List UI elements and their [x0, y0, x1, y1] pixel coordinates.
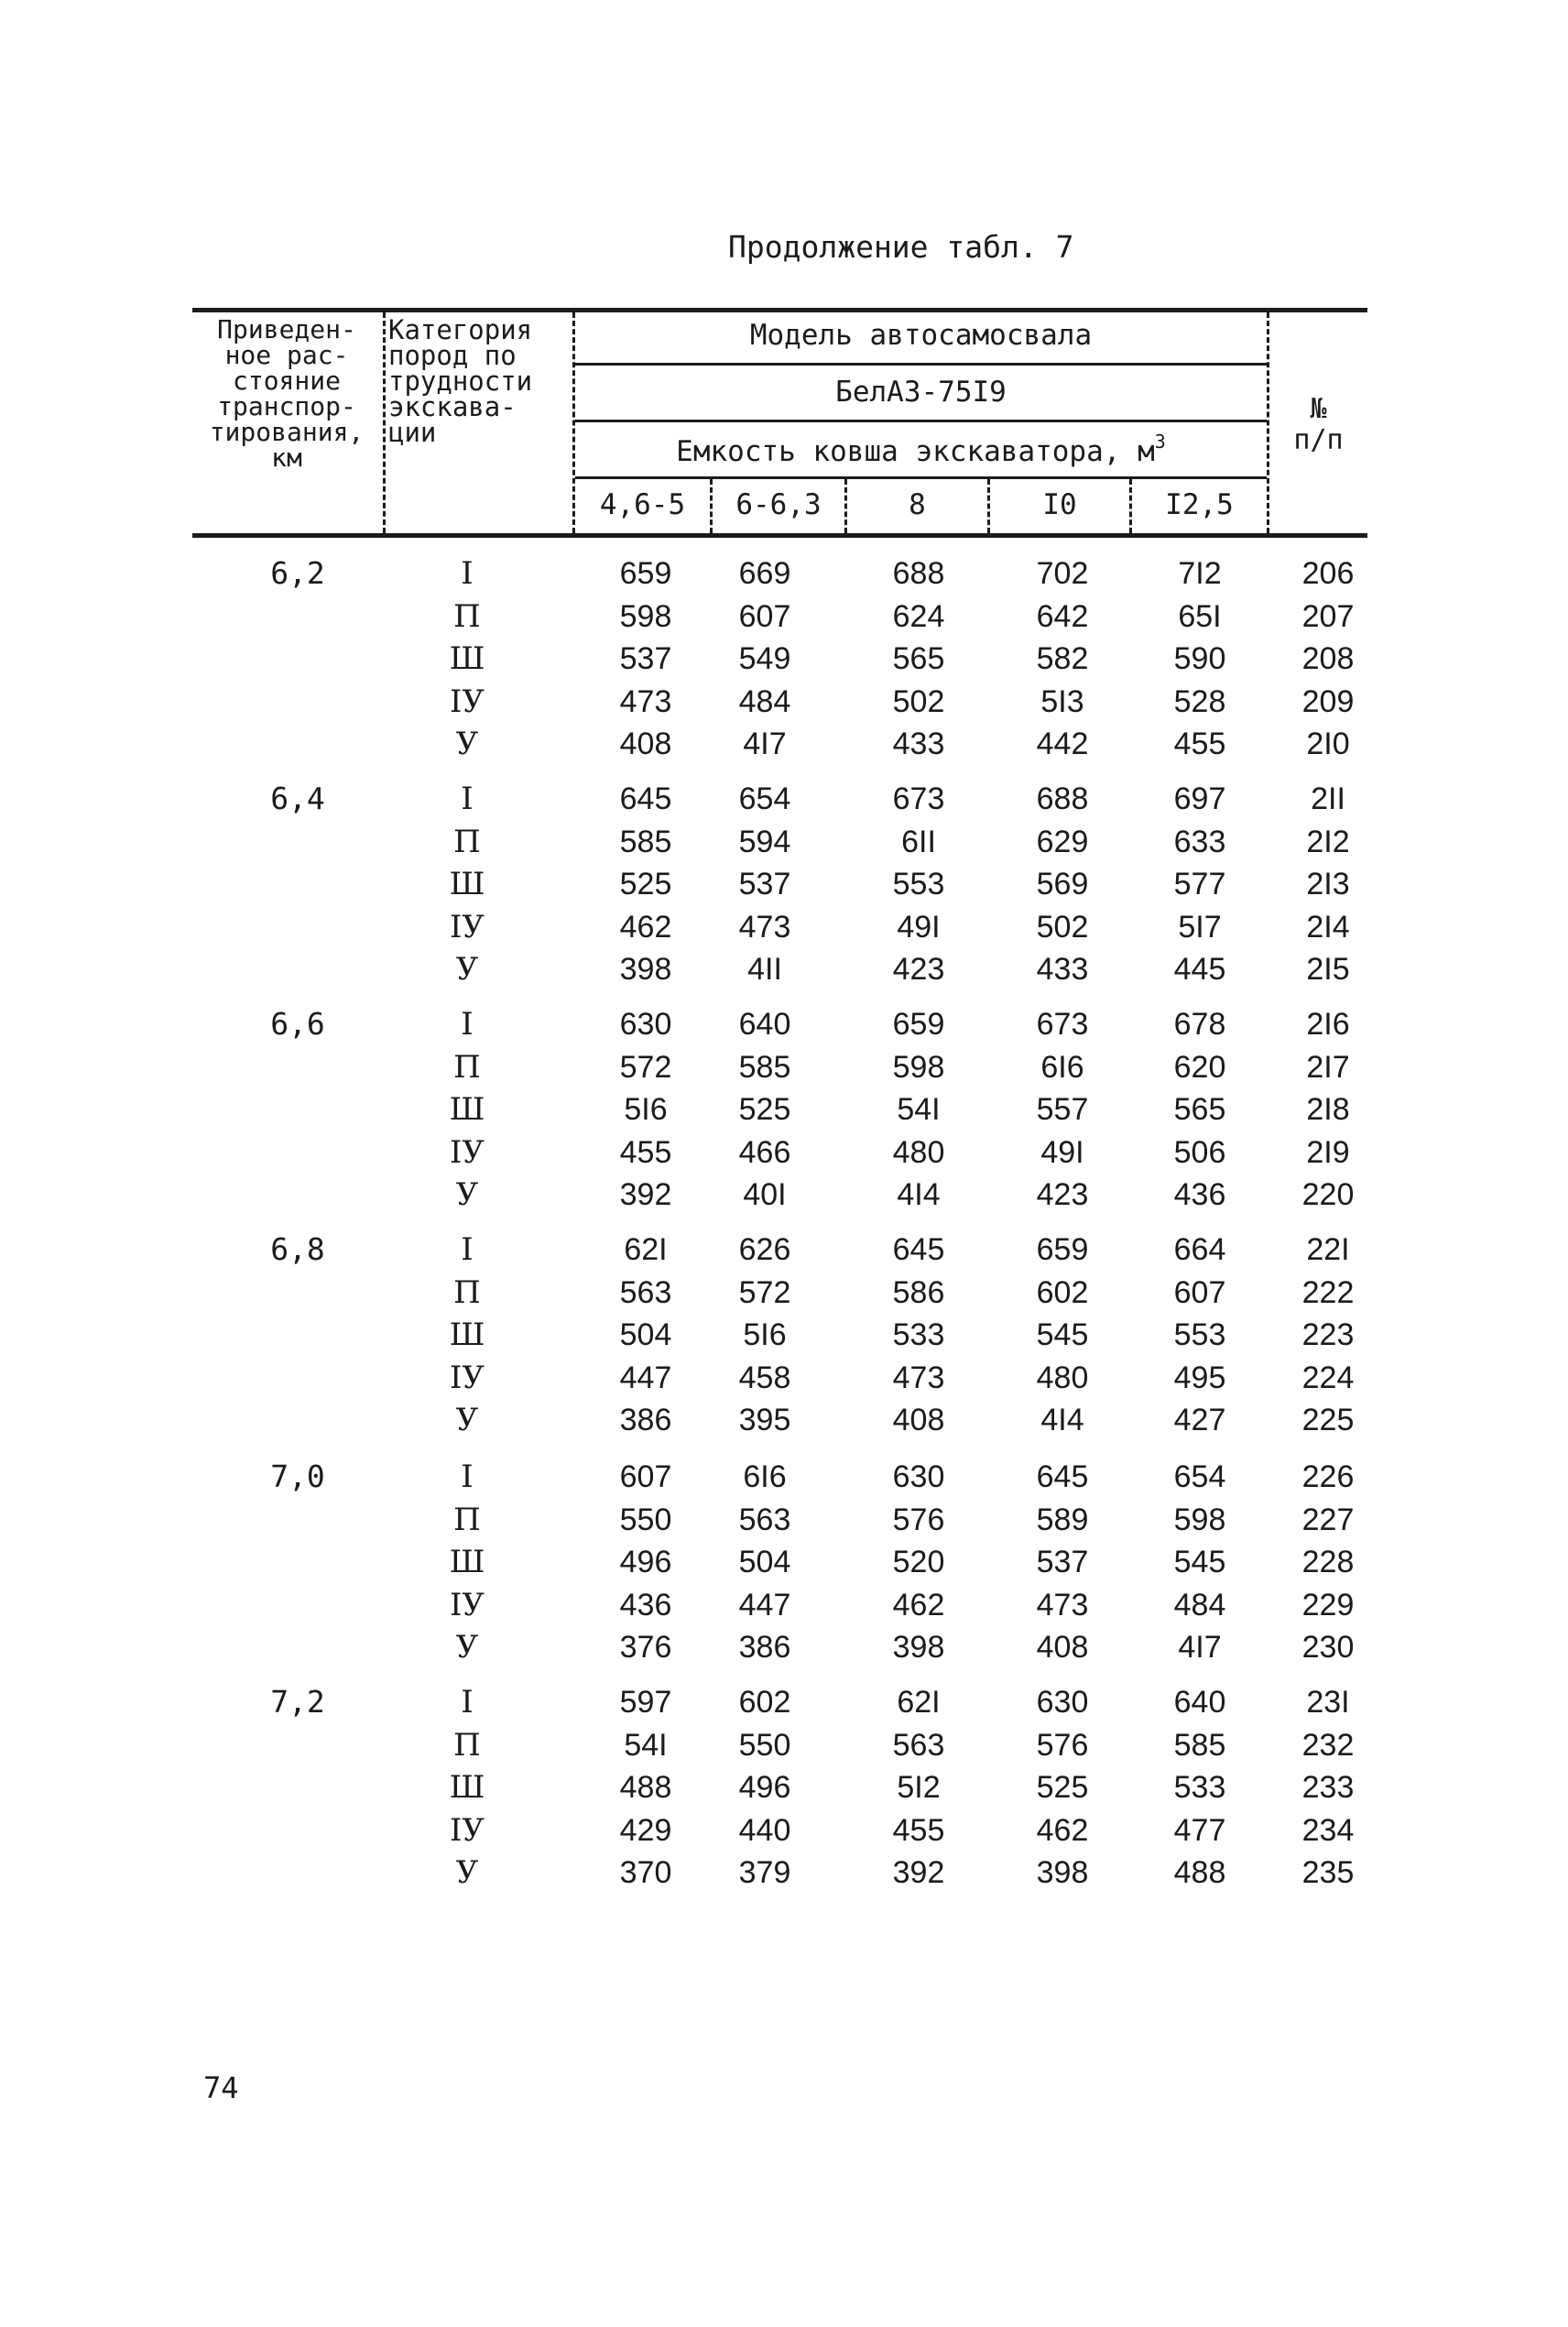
value-cell: 462: [619, 909, 672, 945]
value-cell: 395: [738, 1403, 791, 1437]
category-cell: I: [461, 1231, 474, 1268]
value-cell: 537: [1036, 1545, 1089, 1579]
category-cell: П: [453, 823, 481, 860]
value-cell: 577: [1173, 867, 1226, 901]
value-cell: 545: [1173, 1545, 1226, 1579]
header-bucket-capacity: [575, 431, 1267, 468]
value-cell: 697: [1173, 781, 1226, 816]
page-number: 74: [203, 2070, 239, 2105]
value-cell: 626: [738, 1232, 791, 1267]
row-number-cell: 224: [1301, 1360, 1355, 1395]
row-number-cell: 2II: [1311, 781, 1345, 816]
value-cell: 659: [892, 1007, 945, 1042]
value-cell: 585: [619, 824, 672, 859]
category-cell: У: [455, 1402, 479, 1438]
value-cell: 598: [619, 598, 672, 634]
value-cell: 40I: [743, 1177, 787, 1212]
value-cell: 533: [1173, 1770, 1226, 1805]
value-cell: 477: [1173, 1812, 1226, 1848]
table-row: [0, 949, 1568, 991]
value-cell: 488: [619, 1770, 672, 1805]
table-row: [0, 553, 1568, 595]
table-row: [0, 779, 1568, 821]
value-cell: 398: [892, 1630, 945, 1665]
row-number-cell: 2I3: [1306, 867, 1350, 901]
value-cell: 565: [1173, 1092, 1226, 1127]
row-group: [0, 1229, 1568, 1445]
value-cell: 598: [1173, 1502, 1226, 1537]
value-cell: 5I6: [743, 1317, 787, 1352]
category-cell: I: [461, 555, 474, 592]
row-number-cell: 230: [1301, 1630, 1355, 1665]
value-cell: 49I: [1040, 1134, 1084, 1170]
header-bucket-size-5: I2,5: [1165, 488, 1234, 521]
value-cell: 455: [619, 1134, 672, 1170]
table-row: [0, 1089, 1568, 1131]
value-cell: 572: [619, 1049, 672, 1085]
table-row: [0, 1132, 1568, 1174]
row-number-cell: 225: [1301, 1403, 1355, 1437]
value-cell: 386: [619, 1403, 672, 1437]
value-cell: 620: [1173, 1049, 1226, 1085]
value-cell: 458: [738, 1360, 791, 1395]
table-row: [0, 1004, 1568, 1046]
value-cell: 49I: [897, 909, 941, 945]
table-caption: Продолжение табл. 7: [728, 229, 1074, 265]
category-cell: У: [455, 951, 479, 988]
value-cell: 386: [738, 1630, 791, 1665]
table-row: [0, 639, 1568, 681]
table-row: [0, 1585, 1568, 1627]
row-number-cell: 228: [1301, 1545, 1355, 1579]
value-cell: 602: [738, 1685, 791, 1720]
row-number-cell: 227: [1301, 1502, 1355, 1537]
value-cell: 62I: [624, 1232, 668, 1267]
value-cell: 502: [892, 683, 945, 719]
value-cell: 5I2: [897, 1770, 941, 1805]
category-cell: П: [453, 597, 481, 635]
value-cell: 4I7: [743, 727, 787, 761]
value-cell: 659: [619, 556, 672, 591]
value-cell: 673: [1036, 1007, 1089, 1042]
distance-cell: 6,2: [270, 555, 325, 591]
value-cell: 525: [738, 1092, 791, 1127]
value-cell: 550: [738, 1727, 791, 1763]
category-cell: I: [461, 1458, 474, 1495]
value-cell: 442: [1036, 727, 1089, 761]
header-row-number: № п/п: [1293, 393, 1344, 456]
value-cell: 688: [1036, 781, 1089, 816]
value-cell: 447: [738, 1587, 791, 1622]
row-number-cell: 235: [1301, 1855, 1355, 1890]
row-number-cell: 23I: [1306, 1685, 1350, 1720]
value-cell: 702: [1036, 556, 1089, 591]
value-cell: 525: [619, 867, 672, 901]
value-cell: 455: [892, 1812, 945, 1848]
table-row: [0, 907, 1568, 949]
value-cell: 645: [892, 1232, 945, 1267]
category-cell: П: [453, 1048, 481, 1086]
value-cell: 673: [892, 781, 945, 816]
value-cell: 602: [1036, 1274, 1089, 1310]
value-cell: 484: [1173, 1587, 1226, 1622]
value-cell: 630: [619, 1007, 672, 1042]
distance-cell: 7,0: [270, 1458, 325, 1494]
category-cell: Ш: [449, 640, 485, 677]
value-cell: 6I6: [743, 1459, 787, 1494]
value-cell: 473: [1036, 1587, 1089, 1622]
table-row: [0, 1229, 1568, 1272]
row-group: [0, 1682, 1568, 1897]
value-cell: 640: [1173, 1685, 1226, 1720]
table-row: [0, 1542, 1568, 1584]
row-number-cell: 222: [1301, 1274, 1355, 1310]
category-cell: IУ: [449, 1133, 485, 1171]
value-cell: 506: [1173, 1134, 1226, 1170]
value-cell: 480: [892, 1134, 945, 1170]
row-number-cell: 2I5: [1306, 952, 1350, 987]
value-cell: 582: [1036, 641, 1089, 676]
value-cell: 678: [1173, 1007, 1226, 1042]
row-number-cell: 208: [1301, 641, 1355, 676]
value-cell: 576: [892, 1502, 945, 1537]
value-cell: 633: [1173, 824, 1226, 859]
distance-cell: 6,4: [270, 781, 325, 816]
table-row: [0, 1500, 1568, 1542]
value-cell: 590: [1173, 641, 1226, 676]
table-row: [0, 864, 1568, 906]
row-number-cell: 2I2: [1306, 824, 1350, 859]
value-cell: 585: [738, 1049, 791, 1085]
category-cell: Ш: [449, 1544, 485, 1580]
value-cell: 607: [619, 1459, 672, 1494]
row-number-cell: 206: [1301, 556, 1355, 591]
value-cell: 576: [1036, 1727, 1089, 1763]
value-cell: 565: [892, 641, 945, 676]
distance-cell: 6,8: [270, 1231, 325, 1267]
value-cell: 654: [738, 781, 791, 816]
value-cell: 433: [1036, 952, 1089, 987]
row-number-cell: 226: [1301, 1459, 1355, 1494]
value-cell: 545: [1036, 1317, 1089, 1352]
value-cell: 462: [892, 1587, 945, 1622]
row-number-cell: 233: [1301, 1770, 1355, 1805]
value-cell: 473: [619, 683, 672, 719]
value-cell: 54I: [624, 1727, 668, 1763]
value-cell: 6I6: [1040, 1049, 1084, 1085]
value-cell: 496: [738, 1770, 791, 1805]
row-number-cell: 207: [1301, 598, 1355, 634]
table-row: [0, 1315, 1568, 1357]
row-number-cell: 223: [1301, 1317, 1355, 1352]
header-bucket-size-2: 6-6,3: [735, 488, 822, 521]
value-cell: 664: [1173, 1232, 1226, 1267]
value-cell: 572: [738, 1274, 791, 1310]
header-bucket-size-1: 4,6-5: [599, 488, 686, 521]
value-cell: 553: [1173, 1317, 1226, 1352]
category-cell: IУ: [449, 1586, 485, 1623]
table-row: [0, 682, 1568, 724]
table-row: [0, 1767, 1568, 1809]
table-row: [0, 1400, 1568, 1442]
value-cell: 445: [1173, 952, 1226, 987]
category-cell: I: [461, 1006, 474, 1043]
value-cell: 488: [1173, 1855, 1226, 1890]
value-cell: 408: [619, 727, 672, 761]
distance-cell: 6,6: [270, 1006, 325, 1042]
table-row: [0, 1627, 1568, 1669]
value-cell: 504: [738, 1545, 791, 1579]
category-cell: П: [453, 1501, 481, 1538]
row-number-cell: 2I6: [1306, 1007, 1350, 1042]
value-cell: 480: [1036, 1360, 1089, 1395]
table-row: [0, 724, 1568, 766]
value-cell: 642: [1036, 598, 1089, 634]
table-row: [0, 1358, 1568, 1400]
value-cell: 553: [892, 867, 945, 901]
value-cell: 436: [1173, 1177, 1226, 1212]
value-cell: 436: [619, 1587, 672, 1622]
value-cell: 594: [738, 824, 791, 859]
category-cell: IУ: [449, 908, 485, 945]
value-cell: 563: [619, 1274, 672, 1310]
value-cell: 473: [892, 1360, 945, 1395]
value-cell: 5I7: [1178, 909, 1222, 945]
distance-cell: 7,2: [270, 1684, 325, 1720]
value-cell: 427: [1173, 1403, 1226, 1437]
value-cell: 550: [619, 1502, 672, 1537]
value-cell: 495: [1173, 1360, 1226, 1395]
value-cell: 408: [892, 1403, 945, 1437]
row-number-cell: 2I4: [1306, 909, 1350, 945]
header-model: БелАЗ-75I9: [835, 376, 1007, 409]
header-divider-1: [383, 312, 386, 533]
row-number-cell: 220: [1301, 1177, 1355, 1212]
value-cell: 645: [1036, 1459, 1089, 1494]
category-cell: IУ: [449, 1359, 485, 1396]
value-cell: 598: [892, 1049, 945, 1085]
category-cell: У: [455, 1629, 479, 1666]
table-row: [0, 1457, 1568, 1499]
value-cell: 669: [738, 556, 791, 591]
value-cell: 7I2: [1178, 556, 1222, 591]
value-cell: 569: [1036, 867, 1089, 901]
table-row: [0, 1810, 1568, 1852]
category-cell: У: [455, 726, 479, 762]
category-cell: Ш: [449, 1091, 485, 1128]
row-number-cell: 229: [1301, 1587, 1355, 1622]
value-cell: 392: [892, 1855, 945, 1890]
value-cell: 62I: [897, 1685, 941, 1720]
value-cell: 549: [738, 641, 791, 676]
header-model-group: Модель автосамосвала: [749, 319, 1093, 352]
row-number-cell: 234: [1301, 1812, 1355, 1848]
value-cell: 4I4: [1040, 1403, 1084, 1437]
header-category: Категория пород по трудности экскава- ции: [388, 314, 533, 448]
value-cell: 528: [1173, 683, 1226, 719]
value-cell: 466: [738, 1134, 791, 1170]
value-cell: 533: [892, 1317, 945, 1352]
table-row: [0, 1725, 1568, 1767]
value-cell: 429: [619, 1812, 672, 1848]
category-cell: У: [455, 1854, 479, 1891]
value-cell: 597: [619, 1685, 672, 1720]
value-cell: 688: [892, 556, 945, 591]
value-cell: 433: [892, 727, 945, 761]
header-bottom-rule: [192, 533, 1367, 538]
value-cell: 563: [892, 1727, 945, 1763]
value-cell: 379: [738, 1855, 791, 1890]
header-bucket-size-4: I0: [1042, 488, 1077, 521]
category-cell: П: [453, 1273, 481, 1311]
value-cell: 440: [738, 1812, 791, 1848]
value-cell: 629: [1036, 824, 1089, 859]
row-group: [0, 553, 1568, 769]
value-cell: 455: [1173, 727, 1226, 761]
header-model-rule: [575, 363, 1267, 366]
row-number-cell: 2I0: [1306, 727, 1350, 761]
value-cell: 585: [1173, 1727, 1226, 1763]
value-cell: 376: [619, 1630, 672, 1665]
value-cell: 607: [1173, 1274, 1226, 1310]
category-cell: IУ: [449, 683, 485, 720]
table-row: [0, 596, 1568, 639]
value-cell: 484: [738, 683, 791, 719]
row-number-cell: 2I9: [1306, 1134, 1350, 1170]
value-cell: 520: [892, 1545, 945, 1579]
value-cell: 398: [1036, 1855, 1089, 1890]
value-cell: 607: [738, 598, 791, 634]
category-cell: I: [461, 781, 474, 817]
table-row: [0, 1047, 1568, 1089]
category-cell: Ш: [449, 1316, 485, 1353]
value-cell: 473: [738, 909, 791, 945]
category-cell: У: [455, 1176, 479, 1213]
value-cell: 370: [619, 1855, 672, 1890]
category-cell: Ш: [449, 1769, 485, 1806]
value-cell: 423: [1036, 1177, 1089, 1212]
row-group: [0, 1004, 1568, 1219]
bucket-label: Емкость ковша экскаватора, м: [676, 435, 1155, 468]
value-cell: 408: [1036, 1630, 1089, 1665]
header-top-rule: [192, 308, 1367, 312]
value-cell: 525: [1036, 1770, 1089, 1805]
value-cell: 462: [1036, 1812, 1089, 1848]
value-cell: 586: [892, 1274, 945, 1310]
value-cell: 4I4: [897, 1177, 941, 1212]
row-number-cell: 2I7: [1306, 1049, 1350, 1085]
category-cell: П: [453, 1726, 481, 1764]
value-cell: 502: [1036, 909, 1089, 945]
value-cell: 589: [1036, 1502, 1089, 1537]
value-cell: 392: [619, 1177, 672, 1212]
bucket-unit-exponent: 3: [1154, 431, 1166, 453]
value-cell: 563: [738, 1502, 791, 1537]
value-cell: 557: [1036, 1092, 1089, 1127]
value-cell: 504: [619, 1317, 672, 1352]
value-cell: 537: [619, 641, 672, 676]
row-number-cell: 232: [1301, 1727, 1355, 1763]
value-cell: 630: [892, 1459, 945, 1494]
value-cell: 496: [619, 1545, 672, 1579]
value-cell: 65I: [1178, 598, 1222, 634]
row-group: [0, 1457, 1568, 1672]
header-bucket-size-3: 8: [909, 488, 926, 521]
value-cell: 6II: [901, 824, 936, 859]
row-number-cell: 2I8: [1306, 1092, 1350, 1127]
value-cell: 4II: [747, 952, 782, 987]
table-row: [0, 1682, 1568, 1724]
row-number-cell: 22I: [1306, 1232, 1350, 1267]
value-cell: 5I3: [1040, 683, 1084, 719]
table-row: [0, 1174, 1568, 1217]
value-cell: 624: [892, 598, 945, 634]
value-cell: 654: [1173, 1459, 1226, 1494]
value-cell: 54I: [897, 1092, 941, 1127]
header-bucket-rule: [575, 476, 1267, 479]
value-cell: 659: [1036, 1232, 1089, 1267]
category-cell: I: [461, 1684, 474, 1721]
category-cell: Ш: [449, 866, 485, 902]
value-cell: 398: [619, 952, 672, 987]
value-cell: 645: [619, 781, 672, 816]
value-cell: 423: [892, 952, 945, 987]
value-cell: 630: [1036, 1685, 1089, 1720]
value-cell: 537: [738, 867, 791, 901]
header-distance: Приведен- ное рас- стояние транспор- тирования, км: [209, 314, 365, 473]
table-row: [0, 1852, 1568, 1895]
header-belaz-rule: [575, 420, 1267, 422]
value-cell: 5I6: [624, 1092, 668, 1127]
table-row: [0, 822, 1568, 864]
value-cell: 4I7: [1178, 1630, 1222, 1665]
value-cell: 640: [738, 1007, 791, 1042]
row-number-cell: 209: [1301, 683, 1355, 719]
table-row: [0, 1273, 1568, 1315]
value-cell: 447: [619, 1360, 672, 1395]
row-group: [0, 779, 1568, 994]
category-cell: IУ: [449, 1811, 485, 1849]
